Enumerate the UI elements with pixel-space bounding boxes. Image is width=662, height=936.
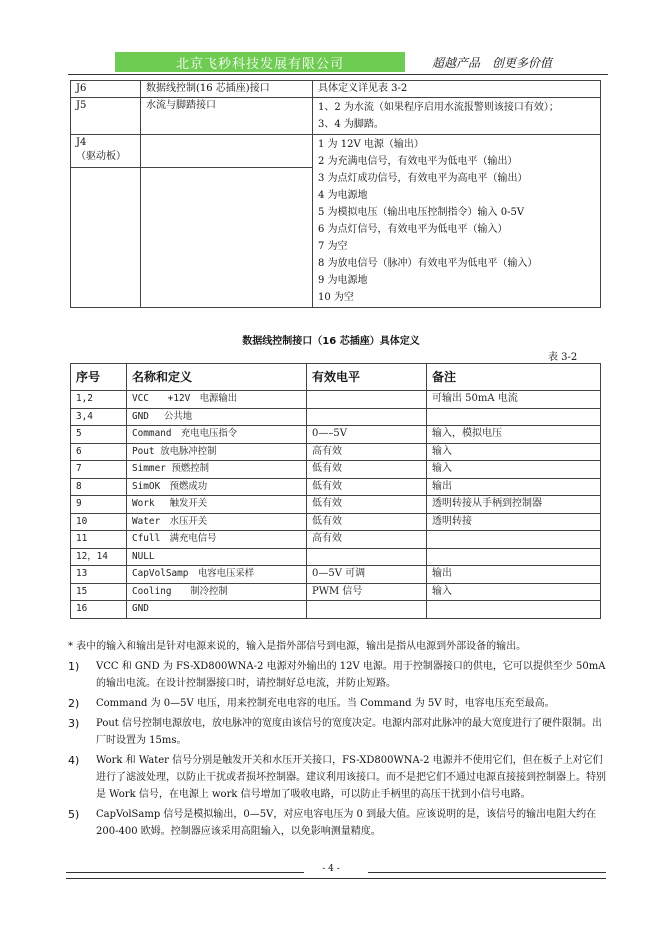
footer-divider [66,878,606,879]
desc-line: 4 为电源地 [318,190,368,201]
note-text: Work 和 Water 信号分别是触发开关和水压开关接口，FS-XD800WNA-2 电源并不使用它们，但在板子上对它们进行了滤波处理，以防止干扰或者损坏控制器。建议利用该接口。而不是把它们不通过电源直接接到控制器上。特别是 Work 信号，在电源上 work 信号增加了吸收电路，可以防止手柄里的高压干扰到小信号电路。 [96,755,606,800]
header-slogan: 超越产品 创更多价值 [432,56,553,70]
cell-index: 12，14 [71,548,127,566]
cell-level: 低有效 [307,496,427,514]
cell-index: 7 [71,461,127,479]
notes-section [68,638,608,843]
table-row [71,496,601,514]
table-row [71,548,601,566]
interface-table [70,80,601,308]
cell-index: 10 [71,513,127,531]
cell-name: Cooling 制冷控制 [127,583,307,601]
header-divider [68,74,608,75]
cell-index: 3,4 [71,408,127,426]
note-text: VCC 和 GND 为 FS-XD800WNA-2 电源对外输出的 12V 电源。用于控制器接口的供电，它可以提供至少 50mA 的输出电流。在设计控制器接口时，请控制好总电流，并防止短路。 [96,661,606,689]
cell-level [307,391,427,409]
cell-remark: 输入，模拟电压 [427,426,601,444]
page-number: - 4 - [322,864,340,874]
cell-level: 低有效 [307,478,427,496]
company-name: 北京飞秒科技发展有限公司 [175,56,344,72]
cell-remark: 输入 [427,443,601,461]
cell-name: Command 充电电压指令 [127,426,307,444]
table-row [71,461,601,479]
desc-line: 1、2 为水流（如果程序启用水流报警则该接口有效）； [318,102,559,113]
desc-line: 1 为 12V 电源（输出） [318,139,424,150]
table-row [71,135,601,168]
table-row [71,513,601,531]
cell-name: GND [127,601,307,619]
cell-name: Water 水压开关 [127,513,307,531]
note-item [68,806,608,840]
cell-remark: 输出 [427,566,601,584]
cell-remark [427,601,601,619]
cell-remark [427,548,601,566]
id-sub-text: （驱动板） [76,151,126,162]
cell-name: Cfull 满充电信号 [127,531,307,549]
table-row [71,566,601,584]
cell-level: 0—–5V [307,426,427,444]
cell-name: NULL [127,548,307,566]
desc-line: 8 为放电信号（脉冲）有效电平为低电平（输入） [318,258,538,269]
cell-desc [313,98,601,135]
cell-id: J5 [71,98,141,135]
desc-line: 7 为空 [318,241,348,252]
cell-index: 11 [71,531,127,549]
cell-remark: 透明转接 [427,513,601,531]
cell-level: 高有效 [307,531,427,549]
cell-remark [427,531,601,549]
cell-name [141,135,313,168]
table-row [71,601,601,619]
table-row [71,81,601,98]
cell-level: 高有效 [307,443,427,461]
table-row [71,408,601,426]
note-general: * 表中的输入和输出是针对电源来说的，输入是指外部信号到电源，输出是指从电源到外部设备的输出。 [68,641,527,652]
table-body [71,391,601,619]
cell-level [307,408,427,426]
desc-line: 3 为点灯成功信号，有效电平为高电平（输出） [318,173,528,184]
table-row [71,98,601,135]
cell-name: 数据线控制(16 芯插座)接口 [141,81,313,98]
header-company-band [115,52,405,72]
desc-line: 10 为空 [318,292,354,303]
desc-line: 5 为模拟电压（输出电压控制指令）输入 0-5V [318,207,525,218]
note-item [68,752,608,803]
cell-level: 低有效 [307,461,427,479]
cell-remark: 输入 [427,461,601,479]
cell-name: CapVolSamp 电容电压采样 [127,566,307,584]
table-row [71,426,601,444]
cell-remark: 输入 [427,583,601,601]
cell-name: 水流与脚踏接口 [141,98,313,135]
cell-level [307,601,427,619]
cell-name: SimOK 预燃成功 [127,478,307,496]
note-item [68,695,608,712]
table-header-row [71,364,601,391]
cell-name: Work 触发开关 [127,496,307,514]
desc-line: 9 为电源地 [318,275,368,286]
header-level: 有效电平 [307,364,427,391]
note-text: Pout 信号控制电源放电，放电脉冲的宽度由该信号的宽度决定。电源内部对此脉冲的最大宽度进行了硬件限制。出厂时设置为 15ms。 [96,718,602,746]
table-row [71,478,601,496]
desc-line: 2 为充满电信号，有效电平为低电平（输出） [318,156,518,167]
cell-id: J6 [71,81,141,98]
cell-remark: 透明转接从手柄到控制器 [427,496,601,514]
cell-remark [427,408,601,426]
id-text: J4 [76,137,87,148]
table-row [71,391,601,409]
cell-index: 1,2 [71,391,127,409]
desc-line: 6 为点灯信号，有效电平为低电平（输入） [318,224,508,235]
cell-id [71,168,141,308]
cell-id [71,135,141,168]
cell-level: 0—5V 可调 [307,566,427,584]
note-item [68,715,608,749]
note-number: 5) [68,808,80,821]
note-number: 2) [68,697,80,710]
cell-index: 16 [71,601,127,619]
table-number: 表 3-2 [548,352,578,363]
cell-remark: 可输出 50mA 电流 [427,391,601,409]
cell-name: Simmer 预燃控制 [127,461,307,479]
cell-desc: 具体定义详见表 3-2 [313,81,601,98]
table-row [71,443,601,461]
table-row [71,583,601,601]
cell-level: 低有效 [307,513,427,531]
cell-index: 13 [71,566,127,584]
cell-index: 9 [71,496,127,514]
cell-name: GND 公共地 [127,408,307,426]
cell-remark: 输出 [427,478,601,496]
cell-index: 15 [71,583,127,601]
table-caption: 数据线控制接口（16 芯插座）具体定义 [242,336,420,347]
note-item [68,658,608,692]
cell-level [307,548,427,566]
cell-index: 6 [71,443,127,461]
note-number: 1) [68,660,80,673]
header-remark: 备注 [427,364,601,391]
cell-name: VCC +12V 电源输出 [127,391,307,409]
cell-level: PWM 信号 [307,583,427,601]
cell-index: 8 [71,478,127,496]
table-row [71,531,601,549]
note-text: Command 为 0—5V 电压，用来控制充电电容的电压。当 Command 为 5V 时，电容电压充至最高。 [96,698,555,709]
header-name: 名称和定义 [127,364,307,391]
cell-index: 5 [71,426,127,444]
cell-name: Pout 放电脉冲控制 [127,443,307,461]
cell-name [141,168,313,308]
signal-definition-table [70,363,601,619]
cell-desc [313,135,601,308]
desc-line: 3、4 为脚踏。 [318,119,384,130]
note-number: 3) [68,717,80,730]
note-number: 4) [68,754,80,767]
note-text: CapVolSamp 信号是模拟输出，0—5V，对应电容电压为 0 到最大值。应该说明的是，该信号的输出电阻大约在 200-400 欧姆。控制器应该采用高阻输入，以免影响测量精度。 [96,809,597,837]
header-index: 序号 [71,364,127,391]
